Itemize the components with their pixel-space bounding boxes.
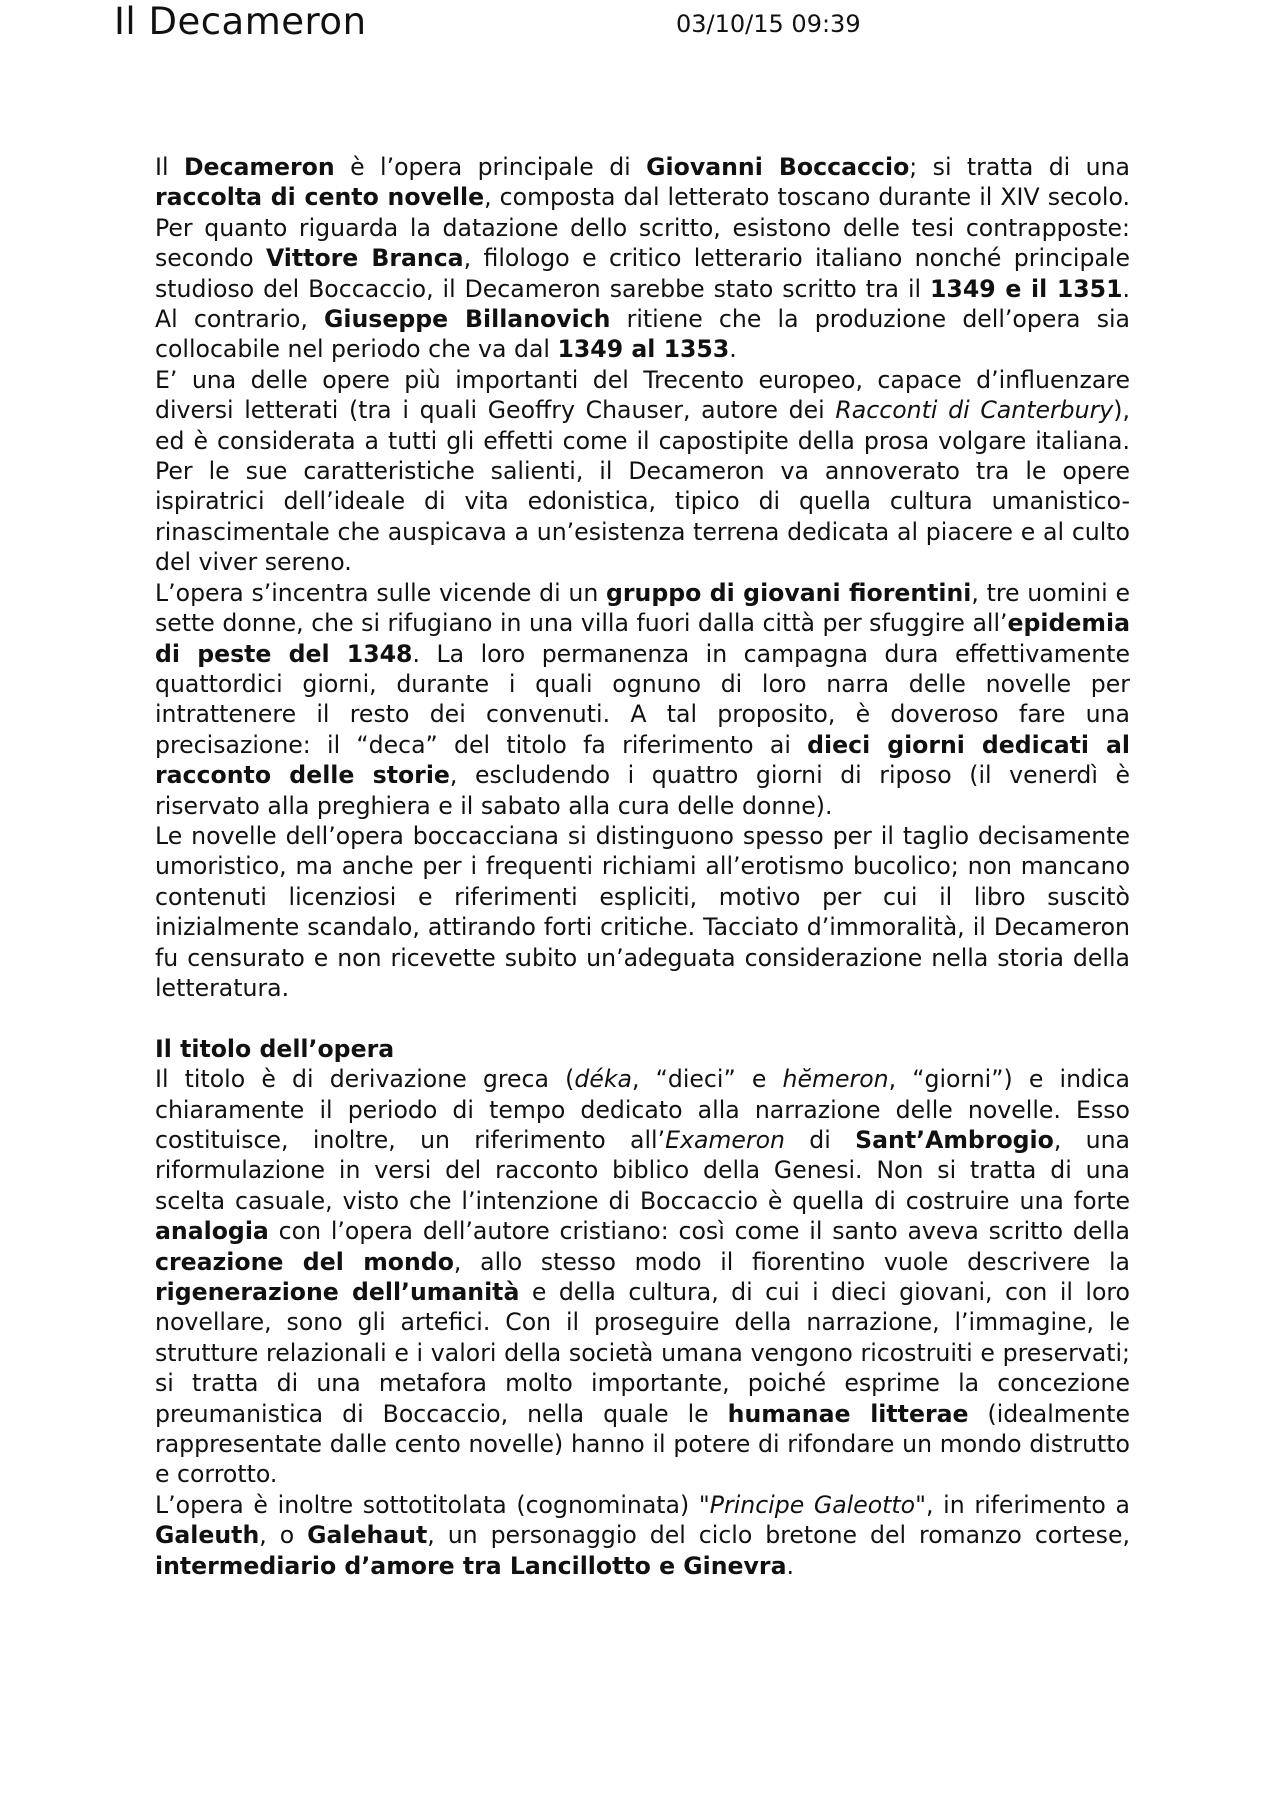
paragraph-title-origin: Il titolo è di derivazione greca (déka, “dieci” e hĕmeron, “giorni”) e indica chiaramente il periodo di tempo dedicato alla narrazione delle novelle. Esso costituisce, inoltre, un riferimento all’Exameron di Sant’Ambrogio, una riformulazione in versi del racconto biblico della Genesi. Non si tratta di una scelta casuale, visto che l’intenzione di Boccaccio è quella di costruire una forte analogia con l’opera dell’autore cristiano: così come il santo aveva scritto della creazione del mondo, allo stesso modo il fiorentino vuole descrivere la rigenerazione dell’umanità e della cultura, di cui i dieci giovani, con il loro novellare, sono gli artefici. Con il proseguire della narrazione, l’immagine, le strutture relazionali e i valori della società umana vengono ricostruiti e preservati; si tratta di una metafora molto importante, poiché esprime la concezione preumanistica di Boccaccio, nella quale le humanae litterae (idealmente rappresentate dalle cento novelle) hanno il potere di rifondare un mondo distrutto e corrotto.: [155, 1065, 1130, 1489]
paragraph-plot: L’opera s’incentra sulle vicende di un gruppo di giovani fiorentini, tre uomini e sette donne, che si rifugiano in una villa fuori dalla città per sfuggire all’epidemia di peste del 1348. La loro permanenza in campagna dura effettivamente quattordici giorni, durante i quali ognuno di loro narra delle novelle per intrattenere il resto dei convenuti. A tal proposito, è doveroso fare una precisazione: il “deca” del titolo fa riferimento ai dieci giorni dedicati al racconto delle storie, escludendo i quattro giorni di riposo (il venerdì è riservato alla preghiera e il sabato alla cura delle donne).: [155, 578, 1131, 820]
document-title: Il Decameron: [114, 0, 367, 43]
paragraph-reception: Le novelle dell’opera boccacciana si distinguono spesso per il taglio decisamente umoristico, ma anche per i frequenti richiami all’erotismo bucolico; non mancano contenuti licenziosi e riferimenti espliciti, motivo per cui il libro suscitò inizialmente scandalo, attirando forti critiche. Tacciato d’immoralità, il Decameron fu censurato e non ricevette subito un’adeguata considerazione nella storia della letteratura.: [155, 821, 1130, 1002]
document-body: [155, 152, 1130, 1581]
spacer: [155, 1003, 1130, 1033]
paragraph-intro: Il Decameron è l’opera principale di Giovanni Boccaccio; si tratta di una raccolta di cento novelle, composta dal letterato toscano durante il XIV secolo. Per quanto riguarda la datazione dello scritto, esistono delle tesi contrapposte: secondo Vittore Branca, filologo e critico letterario italiano nonché principale studioso del Boccaccio, il Decameron sarebbe stato scritto tra il 1349 e il 1351. Al contrario, Giuseppe Billanovich ritiene che la produzione dell’opera sia collocabile nel periodo che va dal 1349 al 1353.: [155, 153, 1131, 364]
paragraph-subtitle: L’opera è inoltre sottotitolata (cognominata) "Principe Galeotto", in riferimento a Galeuth, o Galehaut, un personaggio del ciclo bretone del romanzo cortese, intermediario d’amore tra Lancillotto e Ginevra.: [155, 1490, 1130, 1580]
section-heading: Il titolo dell’opera: [155, 1034, 395, 1063]
paragraph-importance: E’ una delle opere più importanti del Trecento europeo, capace d’influenzare diversi letterati (tra i quali Geoffry Chauser, autore dei Racconti di Canterbury), ed è considerata a tutti gli effetti come il capostipite della prosa volgare italiana. Per le sue caratteristiche salienti, il Decameron va annoverato tra le opere ispiratrici dell’ideale di vita edonistica, tipico di quella cultura umanistico-rinascimentale che auspicava a un’esistenza terrena dedicata al piacere e al culto del viver sereno.: [155, 365, 1130, 577]
document-datetime: 03/10/15 09:39: [676, 10, 861, 38]
